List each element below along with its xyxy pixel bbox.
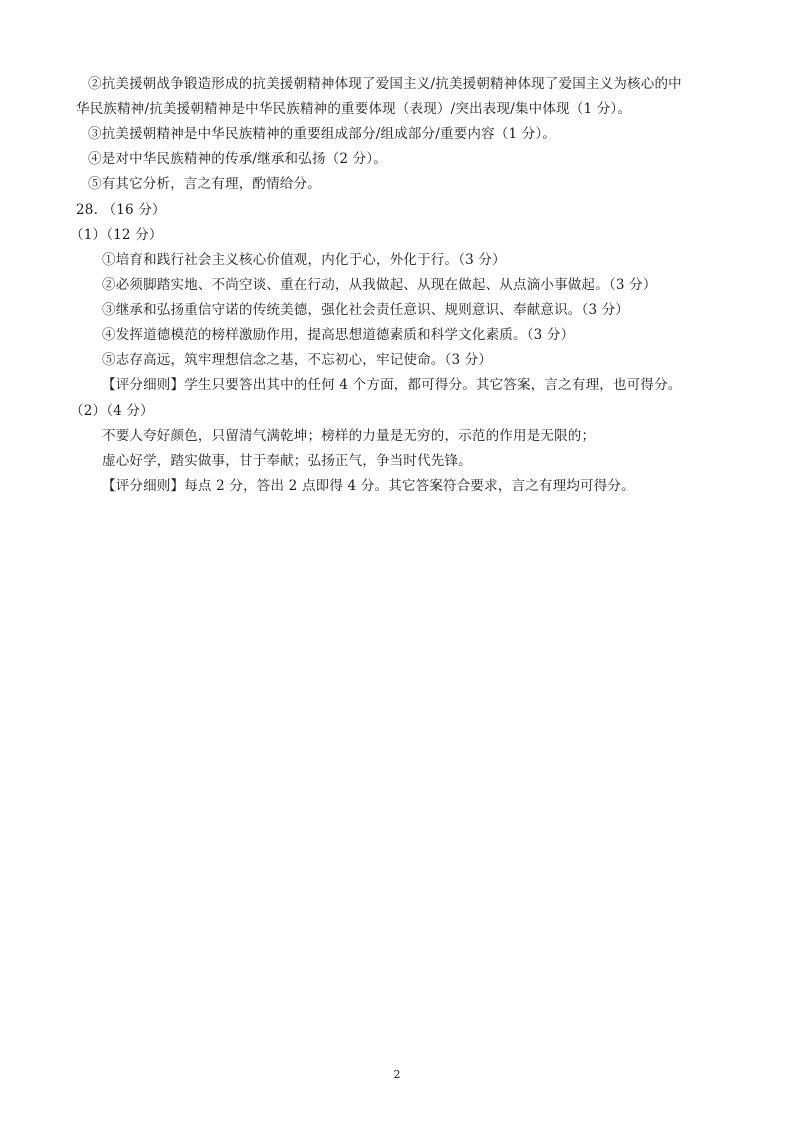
page-number: 2 <box>393 1068 401 1081</box>
q28-part1-point5: ⑤志存高远，筑牢理想信念之基，不忘初心，牢记使命。（3 分） <box>102 352 493 368</box>
q28-part2-line1: 不要人夸好颜色，只留清气满乾坤；榜样的力量是无穷的，示范的作用是无限的； <box>102 428 596 444</box>
q27-point5: ⑤有其它分析，言之有理，酌情给分。 <box>88 176 321 192</box>
q28-part1-rubric: 【评分细则】学生只要答出其中的任何 4 个方面，都可得分。其它答案，言之有理，也可得分。 <box>102 377 682 393</box>
q27-point4: ④是对中华民族精神的传承/继承和弘扬（2 分）。 <box>88 151 387 167</box>
q28-header: 28. （16 分） <box>76 202 166 218</box>
q28-part2-header: （2）（4 分） <box>70 403 154 419</box>
q28-part1-point2: ②必须脚踏实地、不尚空谈、重在行动，从我做起、从现在做起、从点滴小事做起。（3 分） <box>102 277 657 293</box>
q27-point3: ③抗美援朝精神是中华民族精神的重要组成部分/组成部分/重要内容（1 分）。 <box>88 126 557 142</box>
q28-part2-line2: 虚心好学，踏实做事，甘于奉献；弘扬正气，争当时代先锋。 <box>102 453 472 469</box>
q28-part1-header: （1）（12 分） <box>70 227 163 243</box>
q27-point2-line1: ②抗美援朝战争锻造形成的抗美援朝精神体现了爱国主义/抗美援朝精神体现了爱国主义为核心的中 <box>88 76 682 92</box>
q28-part2-rubric: 【评分细则】每点 2 分，答出 2 点即得 4 分。其它答案符合要求，言之有理均可得分。 <box>102 478 635 494</box>
q28-part1-point1: ①培育和践行社会主义核心价值观，内化于心，外化于行。（3 分） <box>102 252 506 268</box>
q28-part1-point3: ③继承和弘扬重信守诺的传统美德，强化社会责任意识、规则意识、奉献意识。（3 分） <box>102 302 630 318</box>
q28-part1-point4: ④发挥道德模范的榜样激励作用，提高思想道德素质和科学文化素质。（3 分） <box>102 327 575 343</box>
q27-point2-line2: 华民族精神/抗美援朝精神是中华民族精神的重要体现（表现）/突出表现/集中体现（1 分）。 <box>76 101 632 117</box>
